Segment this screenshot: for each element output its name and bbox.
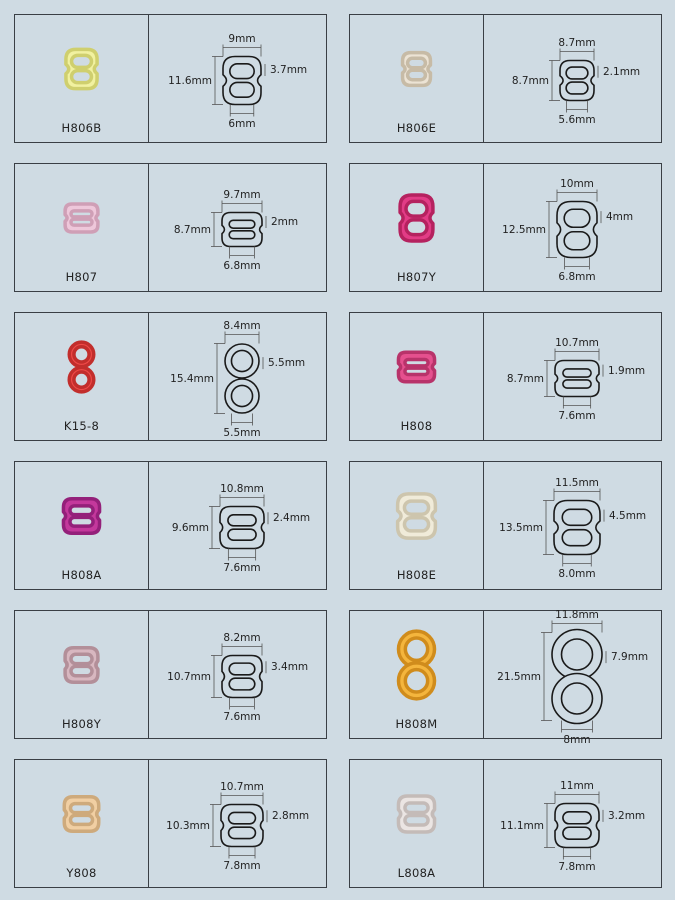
diagram-lower-hole-shape [563, 380, 591, 388]
dimension-diagram [148, 760, 326, 887]
diagram-lower-hole-shape [564, 232, 590, 250]
product-card [14, 461, 327, 590]
gap-dimension-label: 4mm [606, 211, 634, 224]
diagram-outer-shape [222, 213, 262, 247]
product-code: H808A [61, 568, 102, 582]
diagram-upper-hole-shape [228, 515, 256, 526]
width-dimension-label: 11.5mm [555, 476, 599, 489]
photo-upper-hole-shape [406, 201, 427, 216]
dimension-diagram [483, 15, 661, 142]
gap-dimension-label: 3.7mm [270, 63, 308, 76]
width-dimension-label: 8.4mm [223, 319, 261, 332]
product-code: H806E [396, 121, 437, 135]
photo-ring-shape [74, 372, 89, 387]
bottom-dimension-label: 6.8mm [223, 259, 261, 272]
bottom-dimension-label: 7.6mm [223, 710, 261, 723]
product-card [14, 610, 327, 739]
product-code: H807Y [396, 270, 437, 284]
product-code: H808Y [61, 717, 102, 731]
bottom-dimension-label: 8mm [563, 733, 591, 746]
product-code: H806B [61, 121, 102, 135]
gap-dimension-label: 5.5mm [268, 357, 306, 370]
dimension-diagram [148, 15, 326, 142]
product-photo-panel [350, 760, 484, 887]
gap-dimension-label: 1.9mm [608, 364, 646, 377]
product-photo-panel [15, 611, 149, 738]
photo-upper-hole-shape [408, 58, 426, 67]
photo-lower-hole-shape [72, 71, 92, 83]
photo-ring-shape [405, 638, 427, 660]
dimension-diagram [483, 462, 661, 589]
diagram-upper-hole-shape [566, 67, 588, 79]
dimension-diagram [148, 462, 326, 589]
height-dimension-label: 21.5mm [497, 670, 541, 683]
gap-dimension-label: 2.8mm [272, 810, 310, 823]
diagram-lower-hole-shape [229, 678, 255, 690]
diagram-upper-hole-shape [563, 369, 591, 377]
diagram-upper-hole-shape [229, 812, 256, 823]
diagram-lower-hole-shape [562, 530, 591, 546]
photo-upper-hole-shape [70, 506, 93, 515]
photo-upper-hole-shape [405, 360, 428, 366]
diagram-outer-shape [220, 507, 264, 549]
product-photo-panel [15, 15, 149, 142]
dimension-diagram [148, 611, 326, 738]
diagram-upper-hole-shape [229, 220, 255, 228]
height-dimension-label: 12.5mm [502, 223, 546, 236]
dimension-diagram [483, 164, 661, 291]
height-dimension-label: 11.1mm [500, 819, 544, 832]
product-card [349, 163, 662, 292]
diagram-upper-hole-shape [230, 64, 254, 79]
width-dimension-label: 9.7mm [223, 188, 261, 201]
photo-lower-hole-shape [71, 219, 92, 225]
product-code: L808A [397, 866, 436, 880]
photo-ring-shape [74, 347, 89, 362]
photo-upper-hole-shape [405, 803, 428, 813]
diagram-outer-shape [222, 656, 262, 698]
diagram-upper-hole-shape [562, 509, 591, 525]
photo-upper-hole-shape [70, 804, 92, 813]
product-photo-panel [350, 313, 484, 440]
diagram-ring-shape [562, 683, 593, 714]
photo-upper-hole-shape [72, 55, 92, 67]
product-photo-panel [15, 164, 149, 291]
product-code: Y808 [66, 866, 97, 880]
bottom-dimension-label: 7.8mm [223, 859, 261, 872]
width-dimension-label: 10.8mm [220, 482, 264, 495]
gap-dimension-label: 3.2mm [608, 809, 646, 822]
width-dimension-label: 11.8mm [555, 608, 599, 621]
photo-lower-hole-shape [404, 518, 428, 531]
width-dimension-label: 10.7mm [555, 336, 599, 349]
dimension-diagram [483, 313, 661, 440]
height-dimension-label: 11.6mm [168, 74, 212, 87]
photo-lower-hole-shape [70, 815, 92, 824]
height-dimension-label: 9.6mm [171, 521, 209, 534]
bottom-dimension-label: 7.6mm [223, 561, 261, 574]
diagram-outer-shape [555, 361, 599, 397]
product-code: H808E [396, 568, 437, 582]
product-photo-panel [15, 760, 149, 887]
height-dimension-label: 10.7mm [167, 670, 211, 683]
gap-dimension-label: 2.4mm [273, 512, 311, 525]
bottom-dimension-label: 5.5mm [223, 426, 261, 439]
width-dimension-label: 9mm [228, 32, 256, 45]
product-code: K15-8 [63, 419, 100, 433]
diagram-outer-shape [221, 805, 263, 847]
diagram-ring-shape [231, 350, 252, 371]
diagram-lower-hole-shape [230, 82, 254, 97]
width-dimension-label: 8.2mm [223, 631, 261, 644]
product-card [349, 608, 662, 746]
bottom-dimension-label: 6.8mm [558, 270, 596, 283]
product-card [349, 14, 662, 143]
photo-lower-hole-shape [70, 517, 93, 526]
product-photo-panel [350, 462, 484, 589]
bottom-dimension-label: 5.6mm [558, 113, 596, 126]
height-dimension-label: 13.5mm [499, 521, 543, 534]
diagram-upper-hole-shape [563, 812, 591, 824]
product-card [349, 759, 662, 888]
photo-lower-hole-shape [406, 220, 427, 235]
product-code: H808 [400, 419, 433, 433]
product-code: H808M [395, 717, 438, 731]
diagram-ring-shape [231, 385, 252, 406]
photo-lower-hole-shape [405, 815, 428, 825]
product-photo-panel [350, 164, 484, 291]
dimension-diagram [148, 313, 326, 440]
dimension-diagram [483, 608, 661, 746]
dimension-diagram [483, 760, 661, 887]
photo-lower-hole-shape [71, 666, 92, 675]
height-dimension-label: 10.3mm [166, 819, 210, 832]
photo-upper-hole-shape [404, 501, 428, 514]
product-photo-panel [350, 15, 484, 142]
width-dimension-label: 11mm [560, 779, 594, 792]
width-dimension-label: 10.7mm [220, 780, 264, 793]
product-card [14, 759, 327, 888]
product-card [14, 14, 327, 143]
bottom-dimension-label: 7.8mm [558, 860, 596, 873]
width-dimension-label: 8.7mm [558, 36, 596, 49]
product-photo-panel [350, 611, 484, 738]
height-dimension-label: 8.7mm [173, 223, 211, 236]
product-card [349, 312, 662, 441]
photo-lower-hole-shape [405, 368, 428, 374]
product-card [14, 312, 327, 441]
dimension-diagram [148, 164, 326, 291]
bottom-dimension-label: 6mm [228, 117, 256, 130]
product-photo-panel [15, 313, 149, 440]
gap-dimension-label: 4.5mm [609, 509, 647, 522]
bottom-dimension-label: 8.0mm [558, 567, 596, 580]
diagram-lower-hole-shape [566, 82, 588, 94]
diagram-lower-hole-shape [229, 827, 256, 838]
gap-dimension-label: 7.9mm [611, 651, 649, 664]
gap-dimension-label: 3.4mm [271, 661, 309, 674]
diagram-outer-shape [555, 804, 599, 848]
diagram-lower-hole-shape [563, 827, 591, 839]
gap-dimension-label: 2.1mm [603, 65, 641, 78]
height-dimension-label: 8.7mm [511, 74, 549, 87]
bottom-dimension-label: 7.6mm [558, 409, 596, 422]
product-code: H807 [65, 270, 98, 284]
diagram-ring-shape [562, 639, 593, 670]
photo-ring-shape [405, 670, 427, 692]
product-card [349, 461, 662, 590]
product-photo-panel [15, 462, 149, 589]
gap-dimension-label: 2mm [271, 216, 299, 229]
diagram-upper-hole-shape [564, 209, 590, 227]
photo-upper-hole-shape [71, 211, 92, 217]
width-dimension-label: 10mm [560, 177, 594, 190]
photo-lower-hole-shape [408, 70, 426, 79]
diagram-upper-hole-shape [229, 663, 255, 675]
height-dimension-label: 15.4mm [170, 372, 214, 385]
diagram-lower-hole-shape [229, 231, 255, 239]
product-card [14, 163, 327, 292]
height-dimension-label: 8.7mm [506, 372, 544, 385]
photo-upper-hole-shape [71, 654, 92, 663]
diagram-lower-hole-shape [228, 529, 256, 540]
